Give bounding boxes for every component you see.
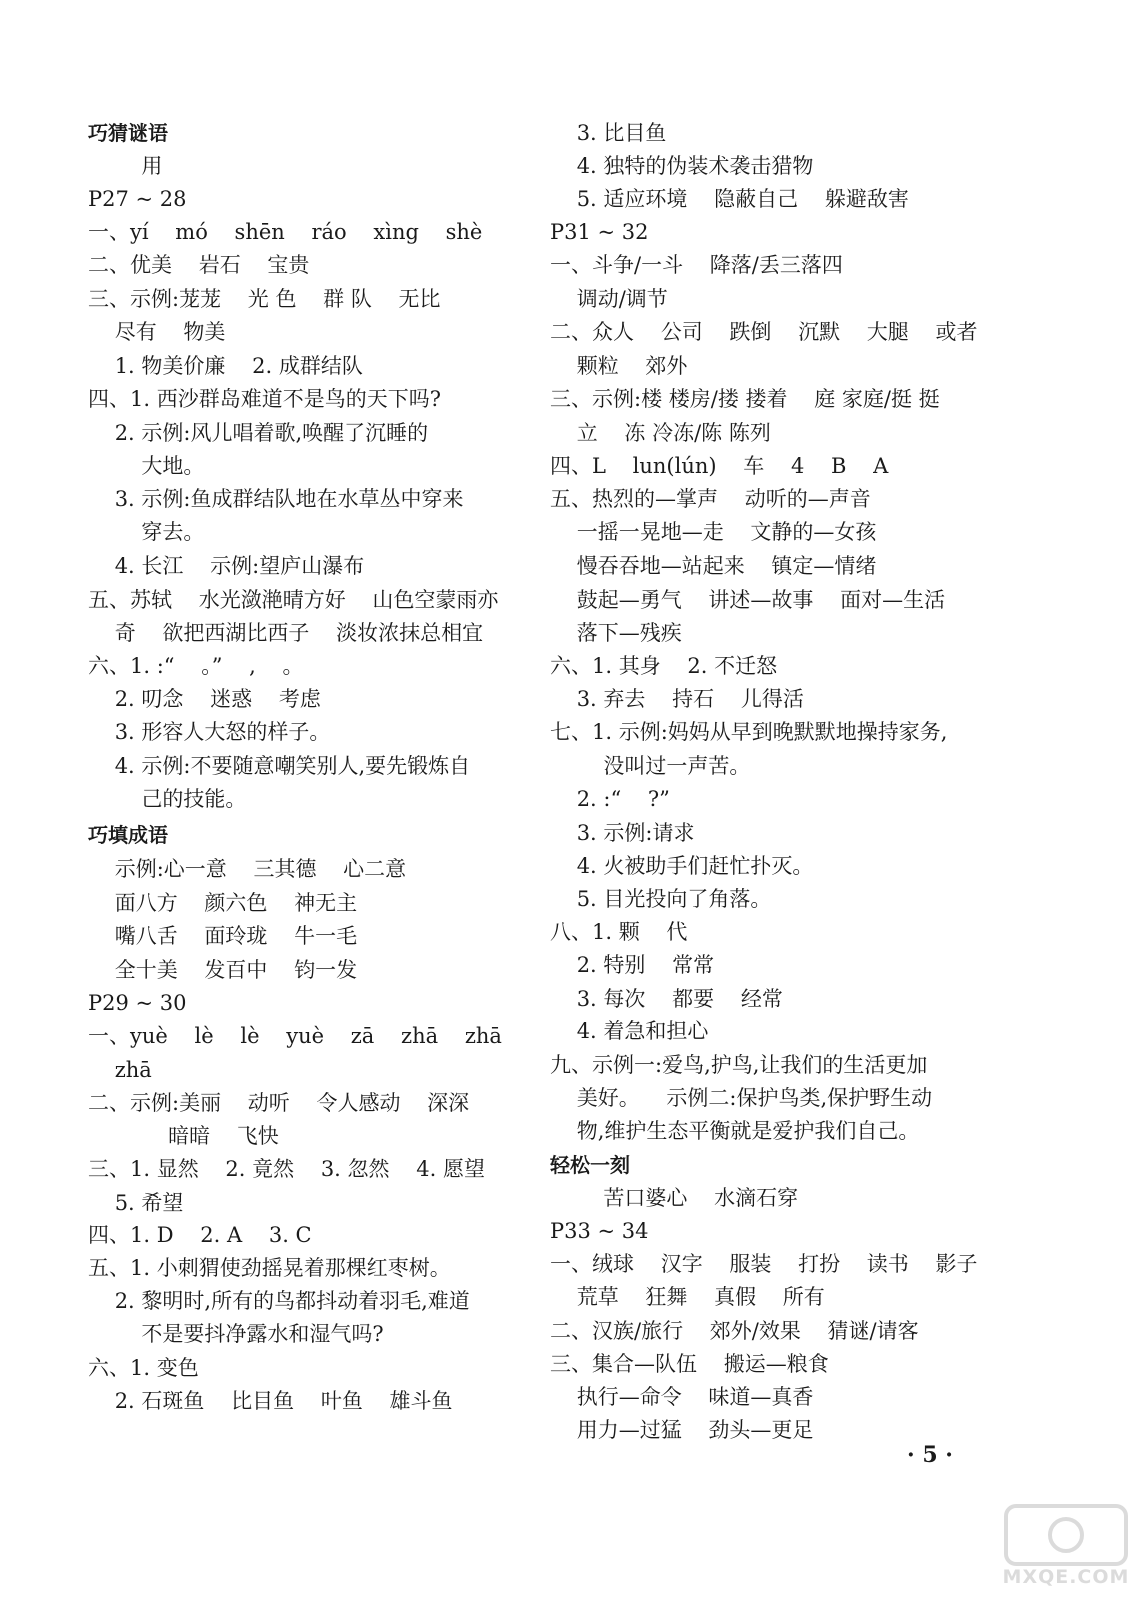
answer-line: 5. 希望 <box>88 1191 184 1215</box>
answer-line: P33 ~ 34 <box>550 1219 649 1243</box>
answer-line: 二、示例:美丽 动听 令人感动 深深 <box>88 1091 470 1115</box>
answer-line: 1. 物美价廉 2. 成群结队 <box>88 354 363 378</box>
answer-line: 六、1. :“ 。” , 。 <box>88 654 304 678</box>
answer-line: 执行—命令 味道—真香 <box>550 1385 814 1409</box>
answer-line: 3. 形容人大怒的样子。 <box>88 720 331 744</box>
answer-line: 4. 示例:不要随意嘲笑别人,要先锻炼自 <box>88 754 471 778</box>
answer-line: 没叫过一声苦。 <box>550 754 751 778</box>
answer-line: 六、1. 其身 2. 不迁怒 <box>550 654 778 678</box>
answer-line: 一、绒球 汉字 服装 打扮 读书 影子 <box>550 1252 978 1276</box>
answer-line: 落下—残疾 <box>550 621 682 645</box>
answer-line: 3. 比目鱼 <box>550 121 667 145</box>
answer-line: 三、集合—队伍 搬运—粮食 <box>550 1352 829 1376</box>
watermark-text: MXQE.COM <box>1002 1566 1130 1588</box>
answer-line: 4. 长江 示例:望庐山瀑布 <box>88 554 365 578</box>
answer-line: 苦口婆心 水滴石穿 <box>550 1186 799 1210</box>
answer-line: 奇 欲把西湖比西子 淡妆浓抹总相宜 <box>88 621 484 645</box>
answer-line: 三、示例:茏茏 光 色 群 队 无比 <box>88 287 441 311</box>
answer-line: P27 ~ 28 <box>88 187 187 211</box>
answer-line: 2. :“ ?” <box>550 787 670 811</box>
answer-line: 调动/调节 <box>550 287 668 311</box>
answer-line: 5. 适应环境 隐蔽自己 躲避敌害 <box>550 187 909 211</box>
answer-line: 一摇一晃地—走 文静的—女孩 <box>550 520 877 544</box>
page-number: · 5 · <box>907 1442 953 1468</box>
watermark-logo <box>1002 1500 1130 1596</box>
answer-line: 3. 弃去 持石 儿得活 <box>550 687 804 711</box>
section-heading: 巧猜谜语 <box>88 121 168 145</box>
answer-line: 四、1. 西沙群岛难道不是鸟的天下吗? <box>88 387 441 411</box>
answer-line: 示例:心一意 三其德 心二意 <box>88 857 407 881</box>
answer-line: 暗暗 飞快 <box>88 1124 279 1148</box>
answer-line: P29 ~ 30 <box>88 991 187 1015</box>
answer-line: 2. 石斑鱼 比目鱼 叶鱼 雄斗鱼 <box>88 1389 453 1413</box>
answer-line: 3. 示例:请求 <box>550 821 695 845</box>
answer-line: 三、1. 显然 2. 竟然 3. 忽然 4. 愿望 <box>88 1157 485 1181</box>
answer-line: 2. 示例:风儿唱着歌,唤醒了沉睡的 <box>88 421 429 445</box>
answer-line: 4. 火被助手们赶忙扑灭。 <box>550 854 814 878</box>
answer-line: 四、1. D 2. A 3. C <box>88 1223 312 1247</box>
answer-line: 美好。 示例二:保护鸟类,保护野生动 <box>550 1086 933 1110</box>
answer-line: P31 ~ 32 <box>550 220 649 244</box>
answer-line: 己的技能。 <box>88 787 247 811</box>
answer-line: 颗粒 郊外 <box>550 354 688 378</box>
answer-line: 慢吞吞地—站起来 镇定—情绪 <box>550 554 877 578</box>
answer-line: 鼓起—勇气 讲述—故事 面对—生活 <box>550 588 946 612</box>
answer-line: 七、1. 示例:妈妈从早到晚默默地操持家务, <box>550 720 948 744</box>
answer-line: 2. 叨念 迷惑 考虑 <box>88 687 321 711</box>
answer-line: 八、1. 颗 代 <box>550 920 688 944</box>
answer-line: 二、汉族/旅行 郊外/效果 猜谜/请客 <box>550 1319 919 1343</box>
answer-line: 全十美 发百中 钧一发 <box>88 958 358 982</box>
answer-line: 五、苏轼 水光潋滟晴方好 山色空蒙雨亦 <box>88 588 499 612</box>
answer-line: 三、示例:楼 楼房/搂 搂着 庭 家庭/挺 挺 <box>550 387 940 411</box>
answer-line: 2. 黎明时,所有的鸟都抖动着羽毛,难道 <box>88 1289 470 1313</box>
answer-line: 荒草 狂舞 真假 所有 <box>550 1285 825 1309</box>
answer-line: 二、众人 公司 跌倒 沉默 大腿 或者 <box>550 320 978 344</box>
watermark-emblem-icon <box>1002 1500 1130 1570</box>
answer-line: 五、1. 小刺猬使劲摇晃着那棵红枣树。 <box>88 1256 451 1280</box>
answer-line: 九、示例一:爱鸟,护鸟,让我们的生活更加 <box>550 1053 928 1077</box>
answer-line: 立 冻 冷冻/陈 陈列 <box>550 421 771 445</box>
answer-line: 3. 每次 都要 经常 <box>550 987 783 1011</box>
answer-line: 面八方 颜六色 神无主 <box>88 891 358 915</box>
section-heading: 轻松一刻 <box>550 1153 630 1177</box>
answer-line: 大地。 <box>88 454 205 478</box>
answer-line: 一、yí mó shēn ráo xìng shè <box>88 220 483 244</box>
answer-line: 用 <box>88 154 163 178</box>
answer-line: 4. 独特的伪装术袭击猎物 <box>550 154 814 178</box>
answer-line: 六、1. 变色 <box>88 1356 199 1380</box>
answer-line: 一、斗争/一斗 降落/丢三落四 <box>550 253 843 277</box>
answer-line: 5. 目光投向了角落。 <box>550 887 772 911</box>
answer-line: 2. 特别 常常 <box>550 953 715 977</box>
section-heading: 巧填成语 <box>88 823 168 847</box>
answer-line: 3. 示例:鱼成群结队地在水草丛中穿来 <box>88 487 464 511</box>
answer-line: 四、L lun(lún) 车 4 B A <box>550 454 889 478</box>
answer-line: 二、优美 岩石 宝贵 <box>88 253 310 277</box>
answer-line: zhā <box>88 1058 152 1082</box>
answer-line: 嘴八舌 面玲珑 牛一毛 <box>88 924 358 948</box>
answer-line: 五、热烈的—掌声 动听的—声音 <box>550 487 871 511</box>
answer-line: 物,维护生态平衡就是爱护我们自己。 <box>550 1119 920 1143</box>
answer-line: 尽有 物美 <box>88 320 226 344</box>
answer-line: 用力—过猛 劲头—更足 <box>550 1418 814 1442</box>
answer-line: 4. 着急和担心 <box>550 1019 709 1043</box>
answer-line: 不是要抖净露水和湿气吗? <box>88 1322 384 1346</box>
answer-line: 一、yuè lè lè yuè zā zhā zhā <box>88 1024 502 1048</box>
answer-line: 穿去。 <box>88 520 205 544</box>
